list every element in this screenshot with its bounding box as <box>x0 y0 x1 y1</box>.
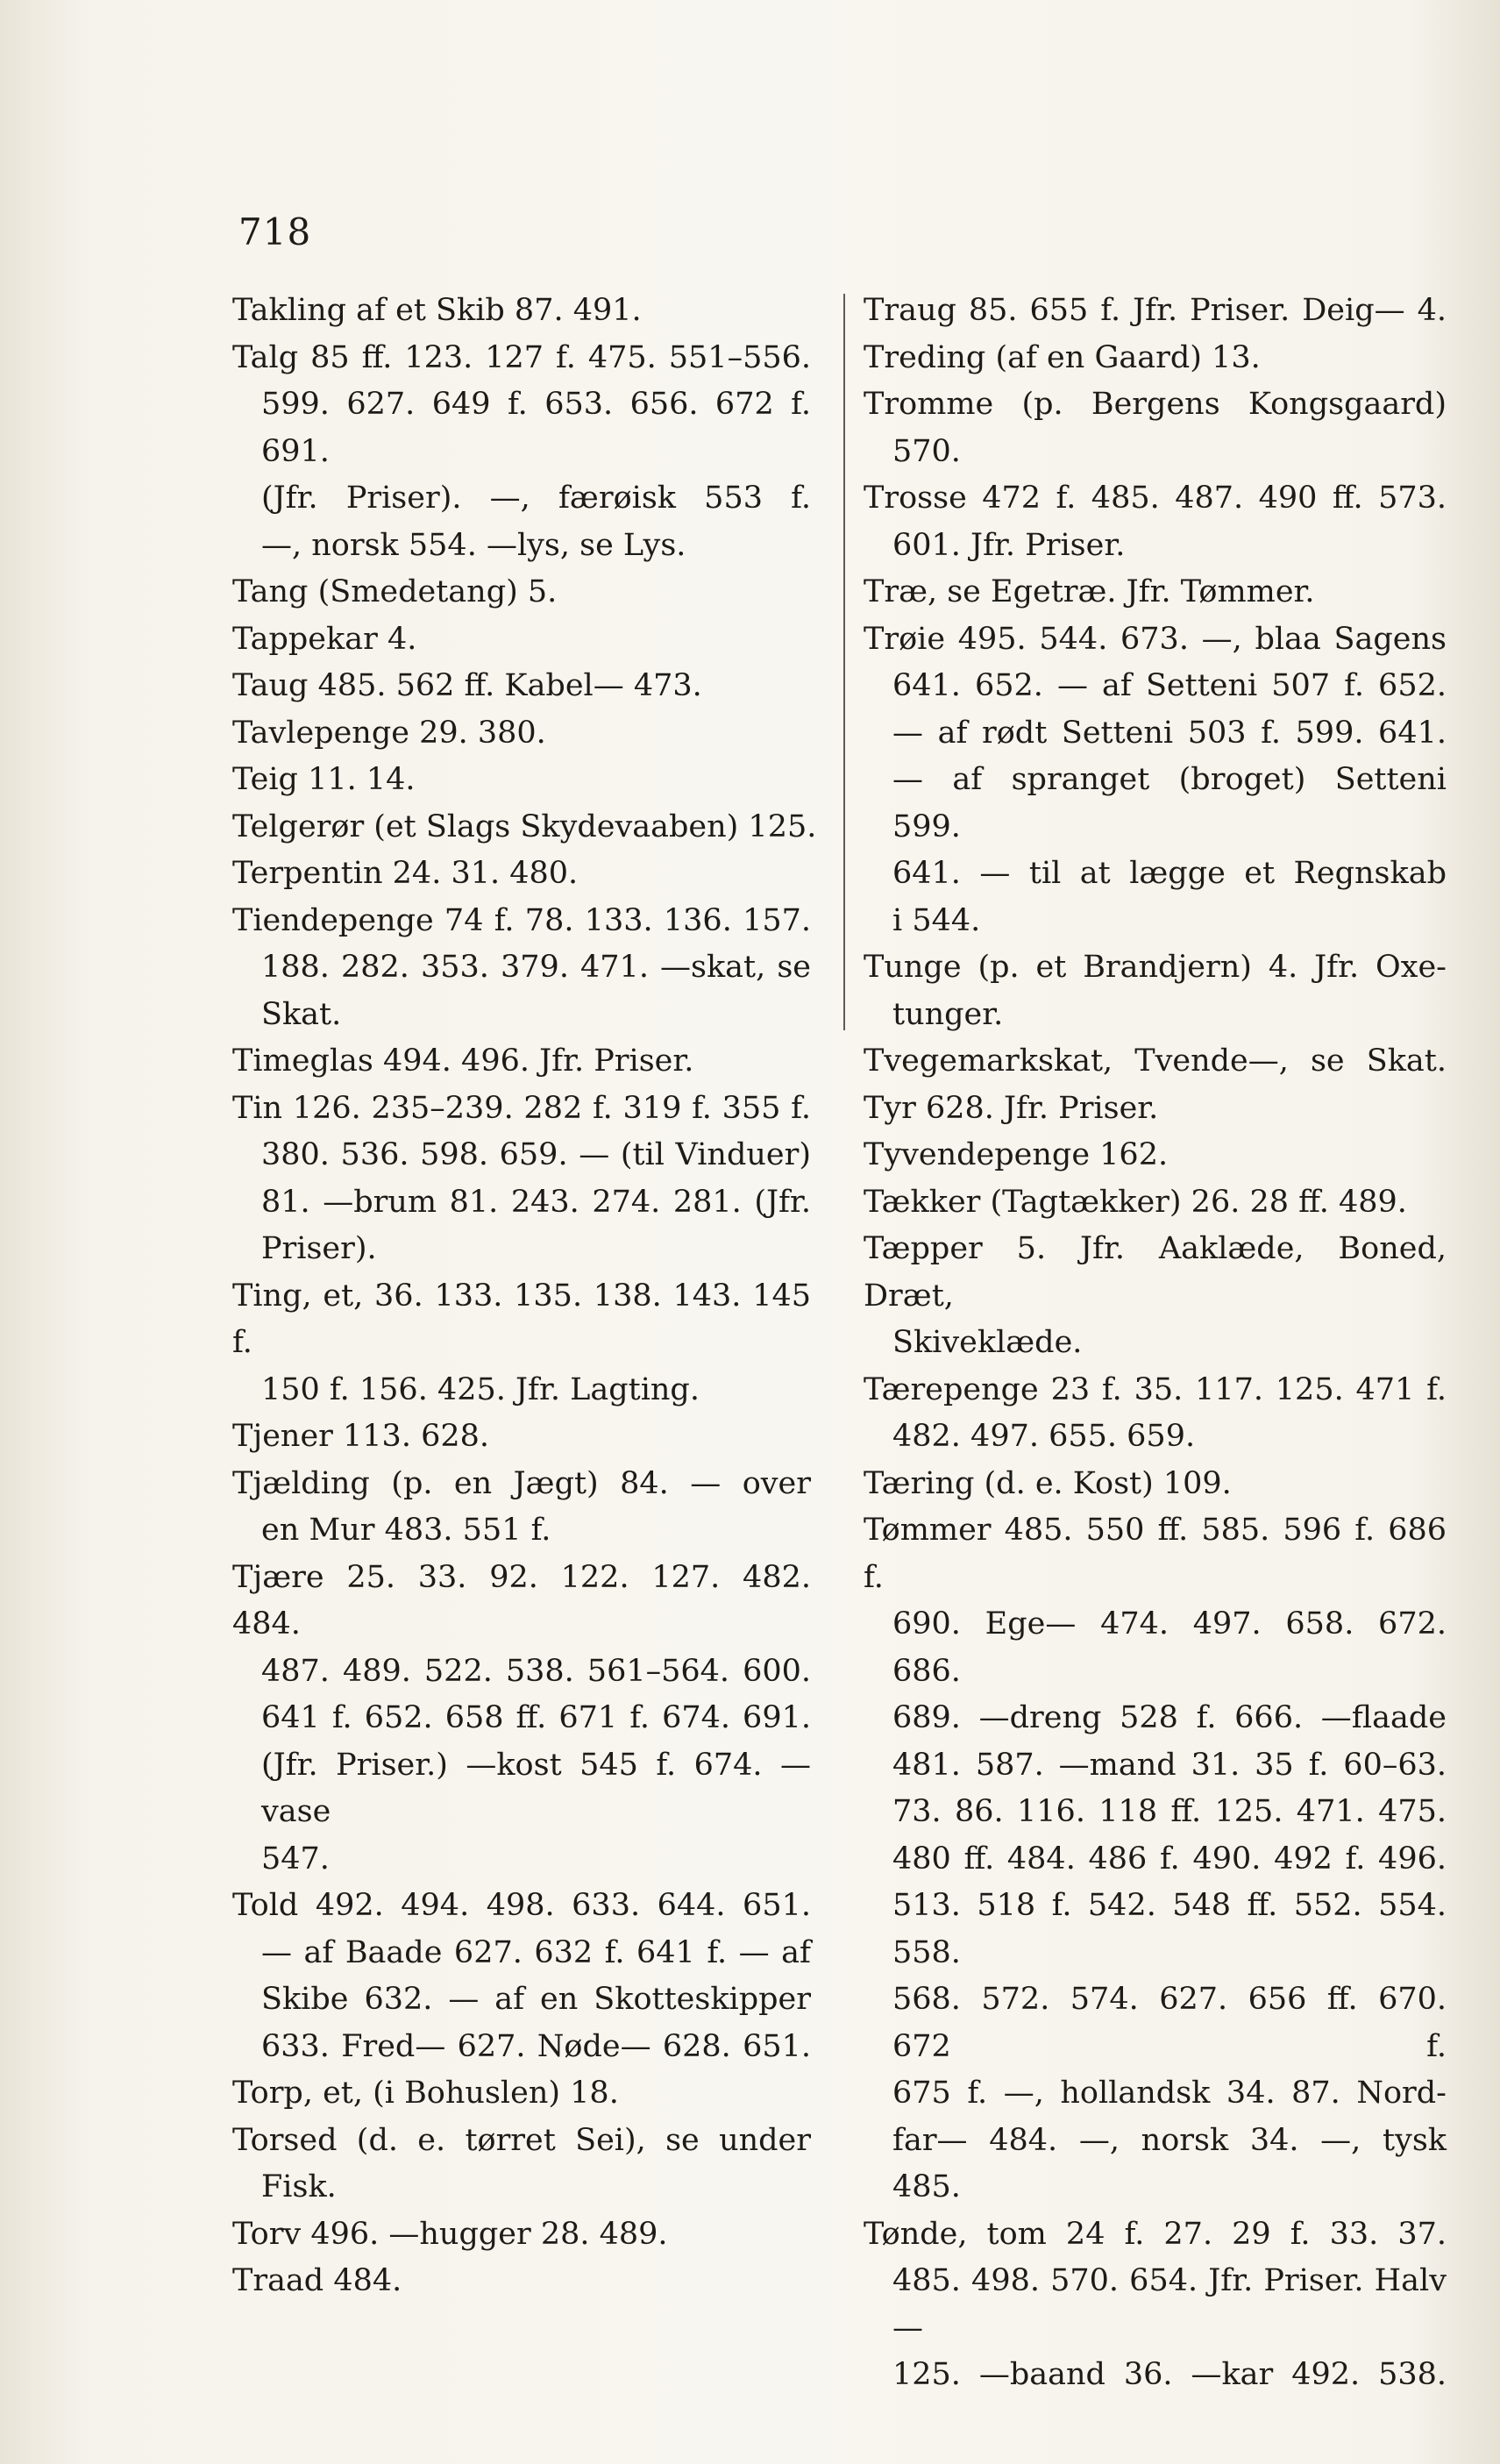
index-entry: Tin 126. 235–239. 282 f. 319 f. 355 f. <box>232 1090 811 1126</box>
index-entry: Tang (Smedetang) 5. <box>232 574 558 609</box>
index-entry: Told 492. 494. 498. 633. 644. 651. <box>232 1888 811 1923</box>
index-entry: Torp, et, (i Bohuslen) 18. <box>232 2076 619 2111</box>
index-entry-continuation: (Jfr. Priser.) —kost 545 f. 674. —vase <box>261 1747 811 1829</box>
index-entry-continuation: en Mur 483. 551 f. <box>261 1513 551 1548</box>
index-entry: Tavlepenge 29. 380. <box>232 715 546 751</box>
index-entry-continuation: 568. 572. 574. 627. 656 ff. 670. 672 f. <box>892 1982 1447 2064</box>
index-entry-continuation: 482. 497. 655. 659. <box>892 1419 1196 1454</box>
column-divider <box>843 294 845 1030</box>
index-entry-continuation: 547. <box>261 1841 330 1876</box>
index-entry-continuation: 125. —baand 36. —kar 492. 538. <box>892 2357 1447 2392</box>
index-entry-continuation: 485. <box>892 2169 961 2204</box>
index-entry: Tiendepenge 74 f. 78. 133. 136. 157. <box>232 902 811 938</box>
index-entry-continuation: 641. 652. — af Setteni 507 f. 652. <box>892 668 1447 703</box>
index-entry: Takling af et Skib 87. 491. <box>232 293 642 328</box>
index-entry: Tvegemarkskat, Tvende—, se Skat. <box>864 1043 1447 1079</box>
index-entry-continuation: i 544. <box>892 902 981 938</box>
index-entry: Ting, et, 36. 133. 135. 138. 143. 145 f. <box>232 1278 811 1360</box>
index-entry: Tjælding (p. en Jægt) 84. — over <box>232 1465 811 1501</box>
index-entry-continuation: Priser). <box>261 1231 377 1266</box>
index-entry: Tyvendepenge 162. <box>864 1137 1169 1172</box>
index-entry-continuation: tunger. <box>892 996 1004 1032</box>
index-entry: Tækker (Tagtækker) 26. 28 ff. 489. <box>864 1184 1407 1220</box>
index-entry-continuation: 689. —dreng 528 f. 666. —flaade <box>892 1700 1447 1735</box>
index-entry: Terpentin 24. 31. 480. <box>232 856 579 891</box>
index-entry: Teig 11. 14. <box>232 762 416 797</box>
index-entry: Telgerør (et Slags Skydevaaben) 125. <box>232 808 817 844</box>
index-entry: Tærepenge 23 f. 35. 117. 125. 471 f. <box>864 1371 1447 1407</box>
index-entry-continuation: 188. 282. 353. 379. 471. —skat, se <box>261 950 811 985</box>
index-entry: Traad 484. <box>232 2263 402 2298</box>
index-entry: Treding (af en Gaard) 13. <box>864 339 1261 375</box>
index-column-left <box>232 288 817 2305</box>
index-entry-continuation: 675 f. —, hollandsk 34. 87. Nord- <box>892 2076 1447 2111</box>
index-entry-continuation: 380. 536. 598. 659. — (til Vinduer) <box>261 1137 811 1172</box>
index-entry-continuation: 485. 498. 570. 654. Jfr. Priser. Halv— <box>892 2263 1447 2346</box>
index-entry-continuation: 81. —brum 81. 243. 274. 281. (Jfr. <box>261 1184 811 1220</box>
index-entry-continuation: —, norsk 554. —lys, se Lys. <box>261 527 686 563</box>
index-entry: Timeglas 494. 496. Jfr. Priser. <box>232 1043 694 1079</box>
index-entry: Tjener 113. 628. <box>232 1419 490 1454</box>
index-entry: Trøie 495. 544. 673. —, blaa Sagens <box>864 621 1447 657</box>
index-column-right <box>864 288 1447 2399</box>
index-entry-continuation: 633. Fred— 627. Nøde— 628. 651. <box>261 2028 811 2064</box>
index-entry-continuation: Skat. <box>261 996 342 1032</box>
index-entry-continuation: far— 484. —, norsk 34. —, tysk <box>892 2122 1447 2158</box>
index-entry-continuation: 480 ff. 484. 486 f. 490. 492 f. 496. <box>892 1841 1447 1876</box>
index-entry: Tæpper 5. Jfr. Aaklæde, Boned, Dræt, <box>864 1231 1447 1314</box>
index-entry-continuation: 690. Ege— 474. 497. 658. 672. 686. <box>892 1606 1447 1689</box>
index-entry-continuation: 513. 518 f. 542. 548 ff. 552. 554. 558. <box>892 1888 1447 1970</box>
index-entry: Tyr 628. Jfr. Priser. <box>864 1090 1159 1126</box>
index-entry-continuation: Skibe 632. — af en Skotteskipper <box>261 1982 811 2017</box>
index-entry-continuation: Fisk. <box>261 2169 337 2204</box>
index-entry: Trosse 472 f. 485. 487. 490 ff. 573. <box>864 481 1447 516</box>
index-entry-continuation: 599. 627. 649 f. 653. 656. 672 f. 691. <box>261 387 811 469</box>
index-entry-continuation: (Jfr. Priser). —, færøisk 553 f. <box>261 481 811 516</box>
index-entry: Taug 485. 562 ff. Kabel— 473. <box>232 668 702 703</box>
index-entry: Traug 85. 655 f. Jfr. Priser. Deig— 4. <box>864 293 1447 328</box>
index-entry: Tømmer 485. 550 ff. 585. 596 f. 686 f. <box>864 1513 1447 1595</box>
index-entry: Torsed (d. e. tørret Sei), se under <box>232 2122 811 2158</box>
index-entry: Torv 496. —hugger 28. 489. <box>232 2216 668 2252</box>
index-entry: Tæring (d. e. Kost) 109. <box>864 1465 1232 1501</box>
index-entry-continuation: 601. Jfr. Priser. <box>892 527 1126 563</box>
index-entry: Tromme (p. Bergens Kongsgaard) <box>864 387 1447 422</box>
index-entry: Træ, se Egetræ. Jfr. Tømmer. <box>864 574 1315 609</box>
index-entry-continuation: 570. <box>892 433 961 469</box>
index-entry-continuation: — af Baade 627. 632 f. 641 f. — af <box>261 1934 811 1970</box>
index-entry: Tjære 25. 33. 92. 122. 127. 482. 484. <box>232 1559 811 1641</box>
index-entry-continuation: 73. 86. 116. 118 ff. 125. 471. 475. <box>892 1794 1447 1829</box>
index-entry: Tappekar 4. <box>232 621 417 657</box>
index-entry: Talg 85 ff. 123. 127 f. 475. 551–556. <box>232 339 811 375</box>
page-number: 718 <box>238 210 312 253</box>
index-entry-continuation: 150 f. 156. 425. Jfr. Lagting. <box>261 1371 700 1407</box>
index-entry: Tønde, tom 24 f. 27. 29 f. 33. 37. <box>864 2216 1447 2252</box>
index-entry-continuation: 641. — til at lægge et Regnskab <box>892 856 1447 891</box>
index-entry-continuation: — af spranget (broget) Setteni 599. <box>892 762 1447 844</box>
index-entry-continuation: Skiveklæde. <box>892 1325 1083 1360</box>
index-entry-continuation: 641 f. 652. 658 ff. 671 f. 674. 691. <box>261 1700 811 1735</box>
index-entry-continuation: 481. 587. —mand 31. 35 f. 60–63. <box>892 1747 1447 1783</box>
index-entry: Tunge (p. et Brandjern) 4. Jfr. Oxe- <box>864 950 1447 985</box>
index-entry-continuation: 487. 489. 522. 538. 561–564. 600. <box>261 1653 811 1689</box>
index-entry-continuation: — af rødt Setteni 503 f. 599. 641. <box>892 715 1447 751</box>
